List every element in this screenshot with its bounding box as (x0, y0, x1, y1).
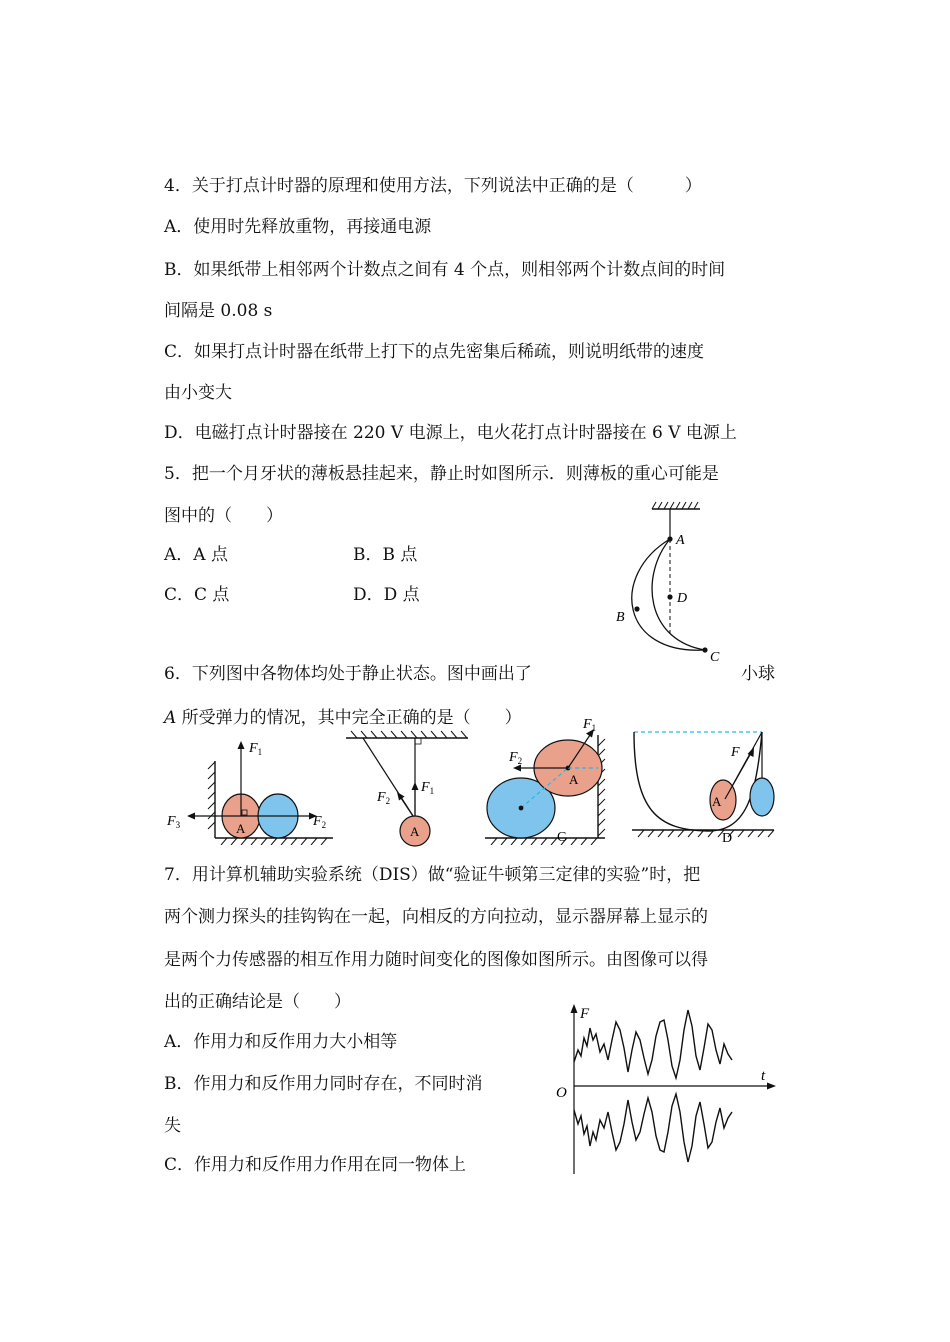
q6-stem: 6．下列图中各物体均处于静止状态。图中画出了 (164, 664, 532, 684)
point-a (667, 536, 672, 541)
point-b (634, 606, 639, 611)
point-d (667, 594, 672, 599)
fig-c-f2: $F_2$ (509, 750, 523, 766)
q6-ball-letter: A (164, 708, 177, 728)
q4-option-a: A．使用时先释放重物，再接通电源 (164, 217, 432, 237)
q5-option-b: B．B 点 (353, 545, 418, 565)
fig-a-f1: $F_1$ (249, 741, 263, 757)
fig-c-f1: $F_1$ (583, 717, 597, 733)
point-c (702, 647, 707, 652)
fig-b-f2: $F_2$ (377, 790, 391, 806)
q7-option-a: A．作用力和反作用力大小相等 (164, 1032, 398, 1052)
fig-d-tag: D (722, 831, 733, 846)
fig-b-f1: $F_1$ (421, 780, 435, 796)
ball-a-label: A (569, 772, 579, 787)
force-curve-upper (574, 1010, 732, 1078)
q4-option-b: B．如果纸带上相邻两个计数点之间有 4 个点，则相邻两个计数点间的时间 (164, 260, 726, 280)
q6-stem-cont-text: 所受弹力的情况，其中完全正确的是（ ） (176, 708, 522, 728)
q7-stem: 7．用计算机辅助实验系统（DIS）做“验证牛顿第三定律的实验”时，把 (164, 865, 701, 885)
q5-option-a: A．A 点 (164, 545, 228, 565)
label-c: C (710, 650, 720, 665)
fig-c-tag: C (557, 830, 567, 845)
ball-a-label: A (712, 794, 722, 809)
q4-option-d: D．电磁打点计时器接在 220 V 电源上，电火花打点计时器接在 6 V 电源上 (164, 423, 737, 443)
q7-option-b: B．作用力和反作用力同时存在，不同时消 (164, 1074, 483, 1094)
q7-option-c: C．作用力和反作用力作用在同一物体上 (164, 1155, 467, 1175)
q7-stem-2: 两个测力探头的挂钩钩在一起，向相反的方向拉动，显示器屏幕上显示的 (164, 907, 708, 927)
q6-figure-d (628, 727, 778, 847)
force-curve-lower (574, 1094, 732, 1162)
q7-option-b-cont: 失 (164, 1116, 181, 1136)
q4-stem: 4．关于打点计时器的原理和使用方法，下列说法中正确的是（ ） (164, 176, 702, 196)
q5-stem: 5．把一个月牙状的薄板悬挂起来，静止时如图所示．则薄板的重心可能是 (164, 464, 719, 484)
crescent-figure (610, 500, 730, 670)
fig-d-f: F (731, 745, 740, 760)
axis-label-f: F (580, 1006, 590, 1022)
q6-stem-cont (164, 707, 522, 729)
axis-label-t: t (761, 1068, 766, 1084)
label-a: A (676, 533, 685, 548)
origin-label: O (556, 1085, 567, 1101)
q4-option-c-cont: 由小变大 (164, 383, 232, 403)
q6-stem-tail: 小球 (741, 664, 775, 684)
ball-a-label: A (236, 821, 246, 836)
label-b: B (616, 610, 625, 625)
q4-option-c: C．如果打点计时器在纸带上打下的点先密集后稀疏，则说明纸带的速度 (164, 342, 705, 362)
force-time-graph (550, 1000, 780, 1178)
q6-figure-a (163, 735, 338, 845)
q6-figure-c (483, 715, 623, 845)
ball-hanging (750, 778, 774, 816)
ball-a-label: A (410, 824, 420, 839)
q5-stem-cont: 图中的（ ） (164, 506, 283, 526)
label-d: D (677, 591, 688, 606)
q4-option-b-cont: 间隔是 0.08 s (164, 301, 273, 321)
q7-stem-3: 是两个力传感器的相互作用力随时间变化的图像如图所示。由图像可以得 (164, 950, 708, 970)
q7-stem-4: 出的正确结论是（ ） (164, 992, 351, 1012)
fig-a-f3: $F_3$ (167, 814, 181, 830)
fig-a-f2: $F_2$ (313, 814, 327, 830)
q5-option-c: C．C 点 (164, 585, 230, 605)
q5-option-d: D．D 点 (353, 585, 420, 605)
q6-figure-b (343, 727, 473, 852)
